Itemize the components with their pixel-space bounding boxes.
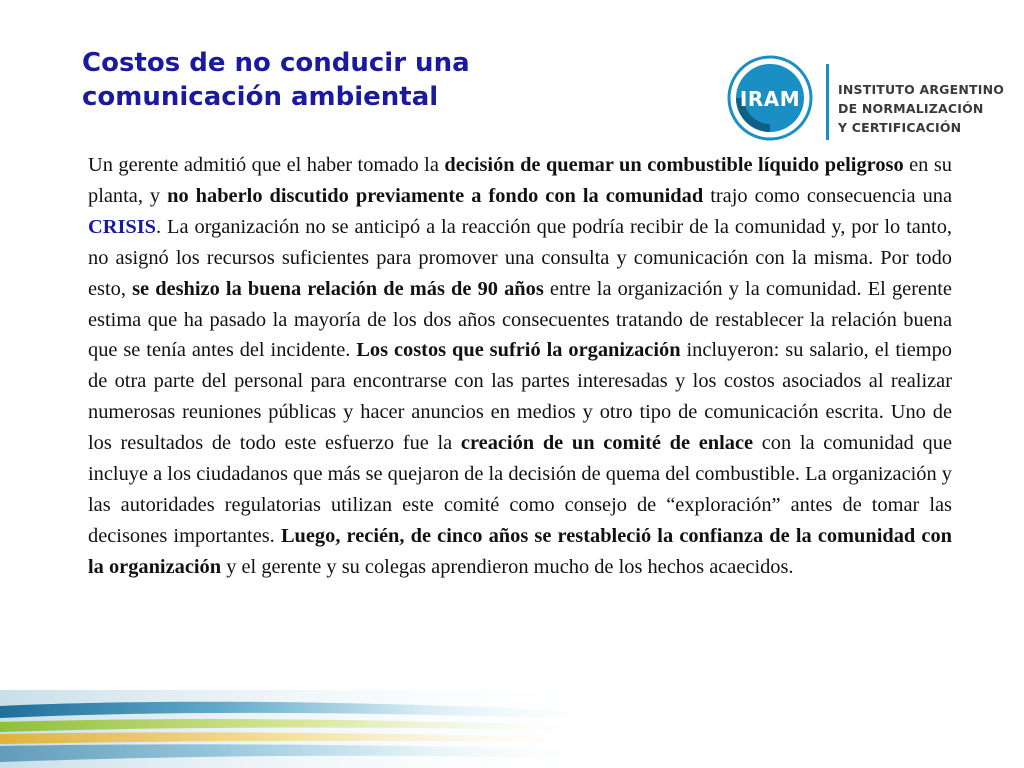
body-emphasis: no haberlo discutido previamente a fondo con la comunidad [167,184,704,207]
body-text-segment: entre la organización y la comunidad. El gerente estima que ha pasado la mayoría de los dos años consecuentes tratando de restablecer la relación buena que se tenía antes del incidente. [88,277,952,362]
logo-divider [826,64,829,140]
body-accent-crisis: CRISIS [88,215,157,238]
body-emphasis: creación de un comité de enlace [460,432,754,455]
body-paragraph [88,150,952,583]
iram-logo [726,54,1016,144]
body-emphasis: Luego, recién, de cinco años se restableció la confianza de la comunidad con la organización [88,524,952,578]
body-text-segment: . La organización no se anticipó a la reacción que podría recibir de la comunidad y, por lo tanto, no asignó los recursos suficientes para promover una consulta y comunicación con la misma. Por todo esto, [88,215,952,300]
slide-title-line-1: Costos de no conducir una [82,48,470,78]
logo-text-line-1: INSTITUTO ARGENTINO [838,82,1005,97]
decorative-swoosh [0,690,612,768]
slide-title-line-2: comunicación ambiental [82,82,439,112]
logo-text-line-2: DE NORMALIZACIÓN [838,101,984,116]
logo-text-line-3: Y CERTIFICACIÓN [838,120,962,135]
body-text-segment: con la comunidad que incluye a los ciudadanos que más se quejaron de la decisión de quema del combustible. La organización y las autoridades regulatorias utilizan este comité como consejo de “exploración” antes de tomar las decisones importantes. [88,432,952,547]
body-emphasis: se deshizo la buena relación de más de 90 años [132,277,544,300]
body-text-segment: trajo como consecuencia una [703,184,953,207]
body-text-segment: Un gerente admitió que el haber tomado la [88,154,445,176]
logo-text [838,80,1004,137]
body-emphasis: decisión de quemar un combustible líquido peligroso [444,154,904,176]
slide-title [82,46,642,114]
body-emphasis: Los costos que sufrió la organización [356,339,681,362]
body-text-segment: y el gerente y su colegas aprendieron mucho de los hechos acaecidos. [221,555,794,578]
iram-logo-mark [726,54,814,142]
body-text-segment: incluyeron: su salario, el tiempo de otra parte del personal para encontrarse con las partes interesadas y los costos asociados al realizar numerosas reuniones públicas y hacer anuncios en medios y otro tipo de comunicación escrita. Uno de los resultados de todo este esfuerzo fue la [88,339,952,455]
iram-logo-mark-text: IRAM [739,87,801,111]
body-text-segment: en su planta, y [88,154,952,207]
